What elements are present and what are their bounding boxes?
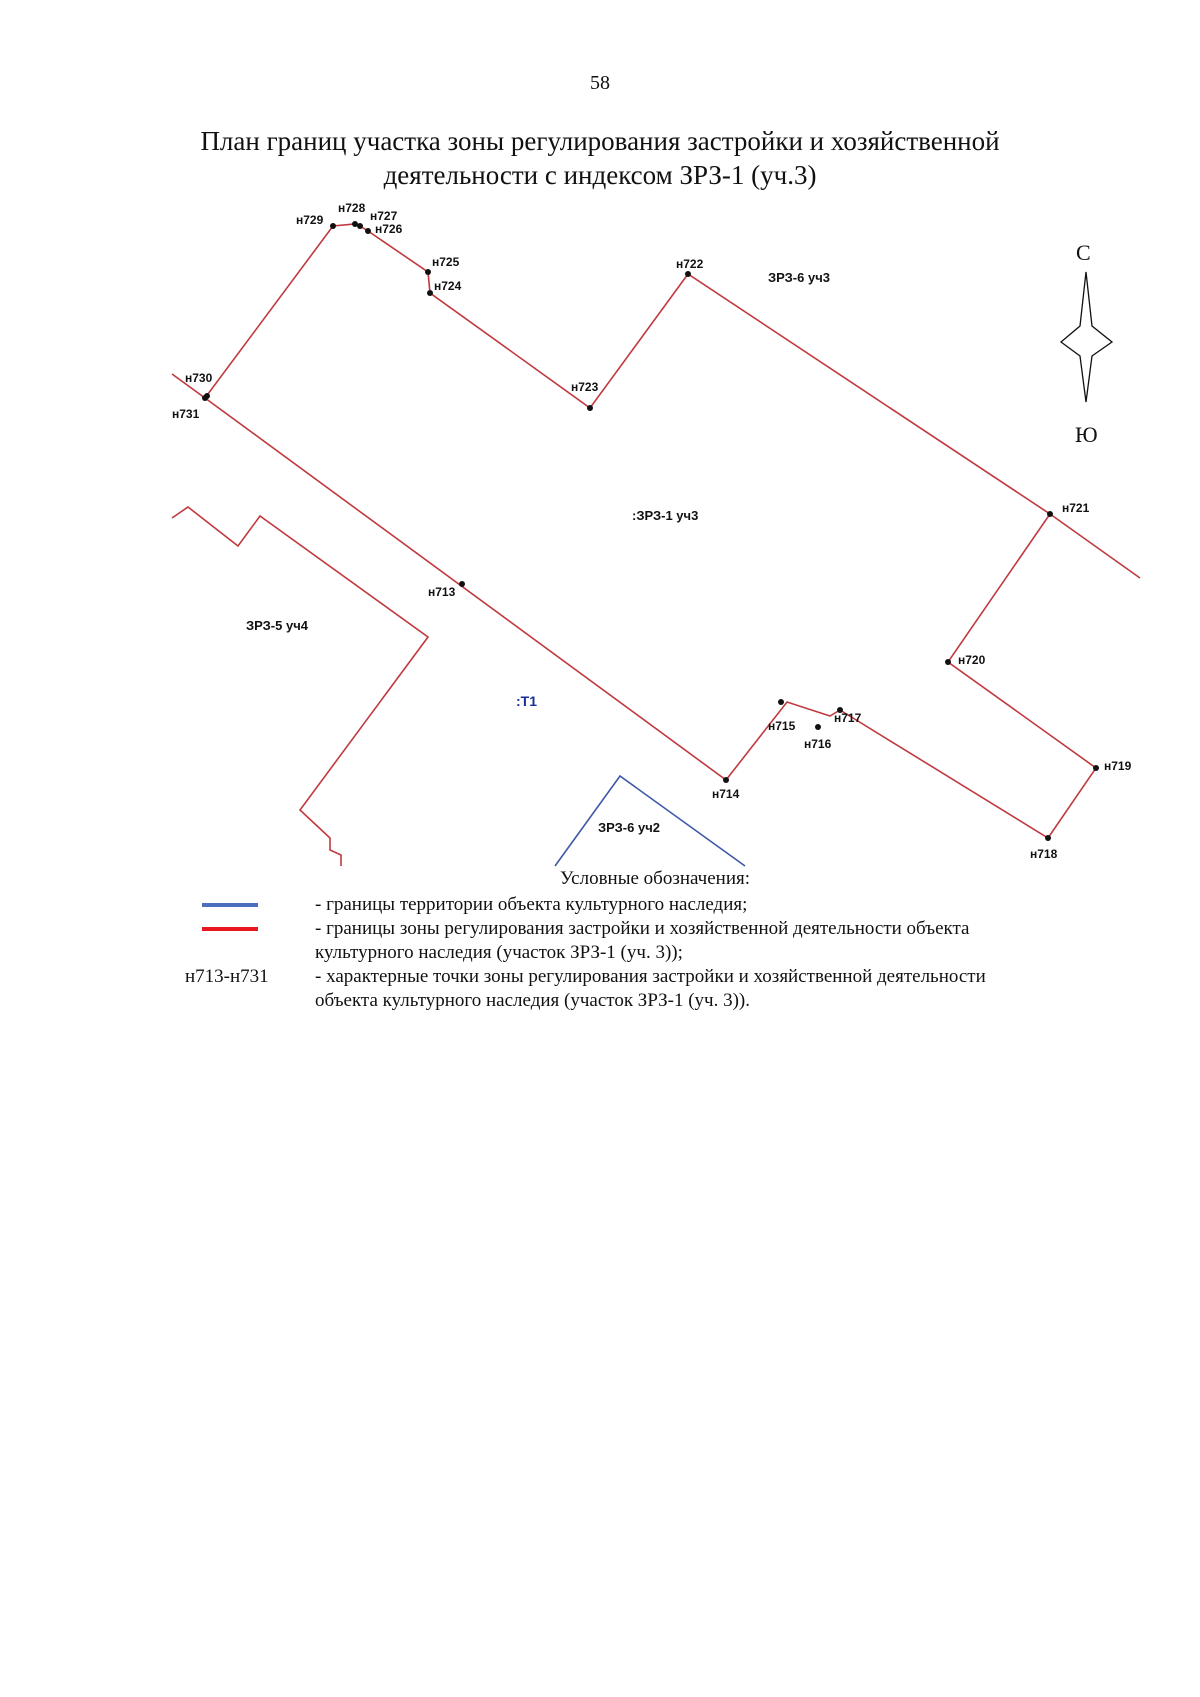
label-n717: н717 [834, 711, 862, 725]
label-n725: н725 [432, 255, 460, 269]
point-n725 [425, 269, 431, 275]
map-zone-labels [246, 270, 830, 835]
point-n728 [352, 221, 358, 227]
point-n714 [723, 777, 729, 783]
zrz1-boundary-line [205, 224, 1096, 838]
page-number: 58 [590, 72, 610, 94]
compass-rose [1061, 240, 1112, 447]
label-n713: н713 [428, 585, 456, 599]
point-n713 [459, 581, 465, 587]
point-n726 [365, 228, 371, 234]
zone-label-zrz6-uch3: ЗРЗ-6 уч3 [768, 270, 830, 285]
label-n721: н721 [1062, 501, 1090, 515]
point-n724 [427, 290, 433, 296]
label-n724: н724 [434, 279, 462, 293]
legend-points-text-line-2: объекта культурного наследия (участок ЗРЗ-1 (уч. 3)). [315, 990, 750, 1011]
zone-label-t1: :Т1 [516, 693, 537, 709]
compass-icon [1061, 272, 1112, 402]
title-line-2: деятельности с индексом ЗРЗ-1 (уч.3) [383, 160, 817, 190]
point-n722 [685, 271, 691, 277]
zrz5-boundary-line [172, 507, 428, 866]
point-n716 [815, 724, 821, 730]
legend-row-zone [0, 917, 1200, 965]
legend-points-text [315, 965, 1115, 1013]
label-n731: н731 [172, 407, 200, 421]
point-n719 [1093, 765, 1099, 771]
legend-row-heritage [0, 893, 1200, 917]
map-points [202, 221, 1099, 841]
label-n723: н723 [571, 380, 599, 394]
point-n729 [330, 223, 336, 229]
legend-heading: Условные обозначения: [559, 868, 751, 889]
label-n722: н722 [676, 257, 704, 271]
point-n715 [778, 699, 784, 705]
legend-row-points [0, 965, 1200, 1013]
zone-label-zrz5-uch4: ЗРЗ-5 уч4 [246, 618, 308, 633]
label-n729: н729 [296, 213, 324, 227]
label-n730: н730 [185, 371, 213, 385]
point-n720 [945, 659, 951, 665]
label-n718: н718 [1030, 847, 1058, 861]
legend-heritage-text: - границы территории объекта культурного наследия; [315, 894, 748, 915]
map-point-labels [172, 201, 1132, 861]
label-n726: н726 [375, 222, 403, 236]
label-n720: н720 [958, 653, 986, 667]
legend-blue-line-icon [202, 903, 258, 907]
label-n728: н728 [338, 201, 366, 215]
label-n716: н716 [804, 737, 832, 751]
legend-points-key: н713-н731 [185, 966, 269, 987]
map-lines [172, 224, 1140, 866]
compass-south-label: Ю [1075, 422, 1098, 447]
compass-north-label: С [1076, 240, 1091, 265]
legend-zone-text-line-2: культурного наследия (участок ЗРЗ-1 (уч. 3)); [315, 942, 683, 963]
point-n721 [1047, 511, 1053, 517]
point-n723 [587, 405, 593, 411]
zone-label-zrz6-uch2: ЗРЗ-6 уч2 [598, 820, 660, 835]
legend-zone-text [315, 917, 1115, 965]
point-n731 [202, 395, 208, 401]
title-line-1: План границ участка зоны регулирования застройки и хозяйственной [200, 126, 1000, 156]
legend-zone-text-line-1: - границы зоны регулирования застройки и хозяйственной деятельности объекта [315, 918, 970, 939]
label-n714: н714 [712, 787, 740, 801]
legend-points-text-line-1: - характерные точки зоны регулирования застройки и хозяйственной деятельности [315, 966, 986, 987]
zrz6-boundary-line [1050, 514, 1140, 578]
point-n718 [1045, 835, 1051, 841]
legend-red-line-icon [202, 927, 258, 931]
label-n719: н719 [1104, 759, 1132, 773]
zone-label-zrz1-uch3: :ЗРЗ-1 уч3 [632, 508, 699, 523]
label-n715: н715 [768, 719, 796, 733]
label-n727: н727 [370, 209, 398, 223]
